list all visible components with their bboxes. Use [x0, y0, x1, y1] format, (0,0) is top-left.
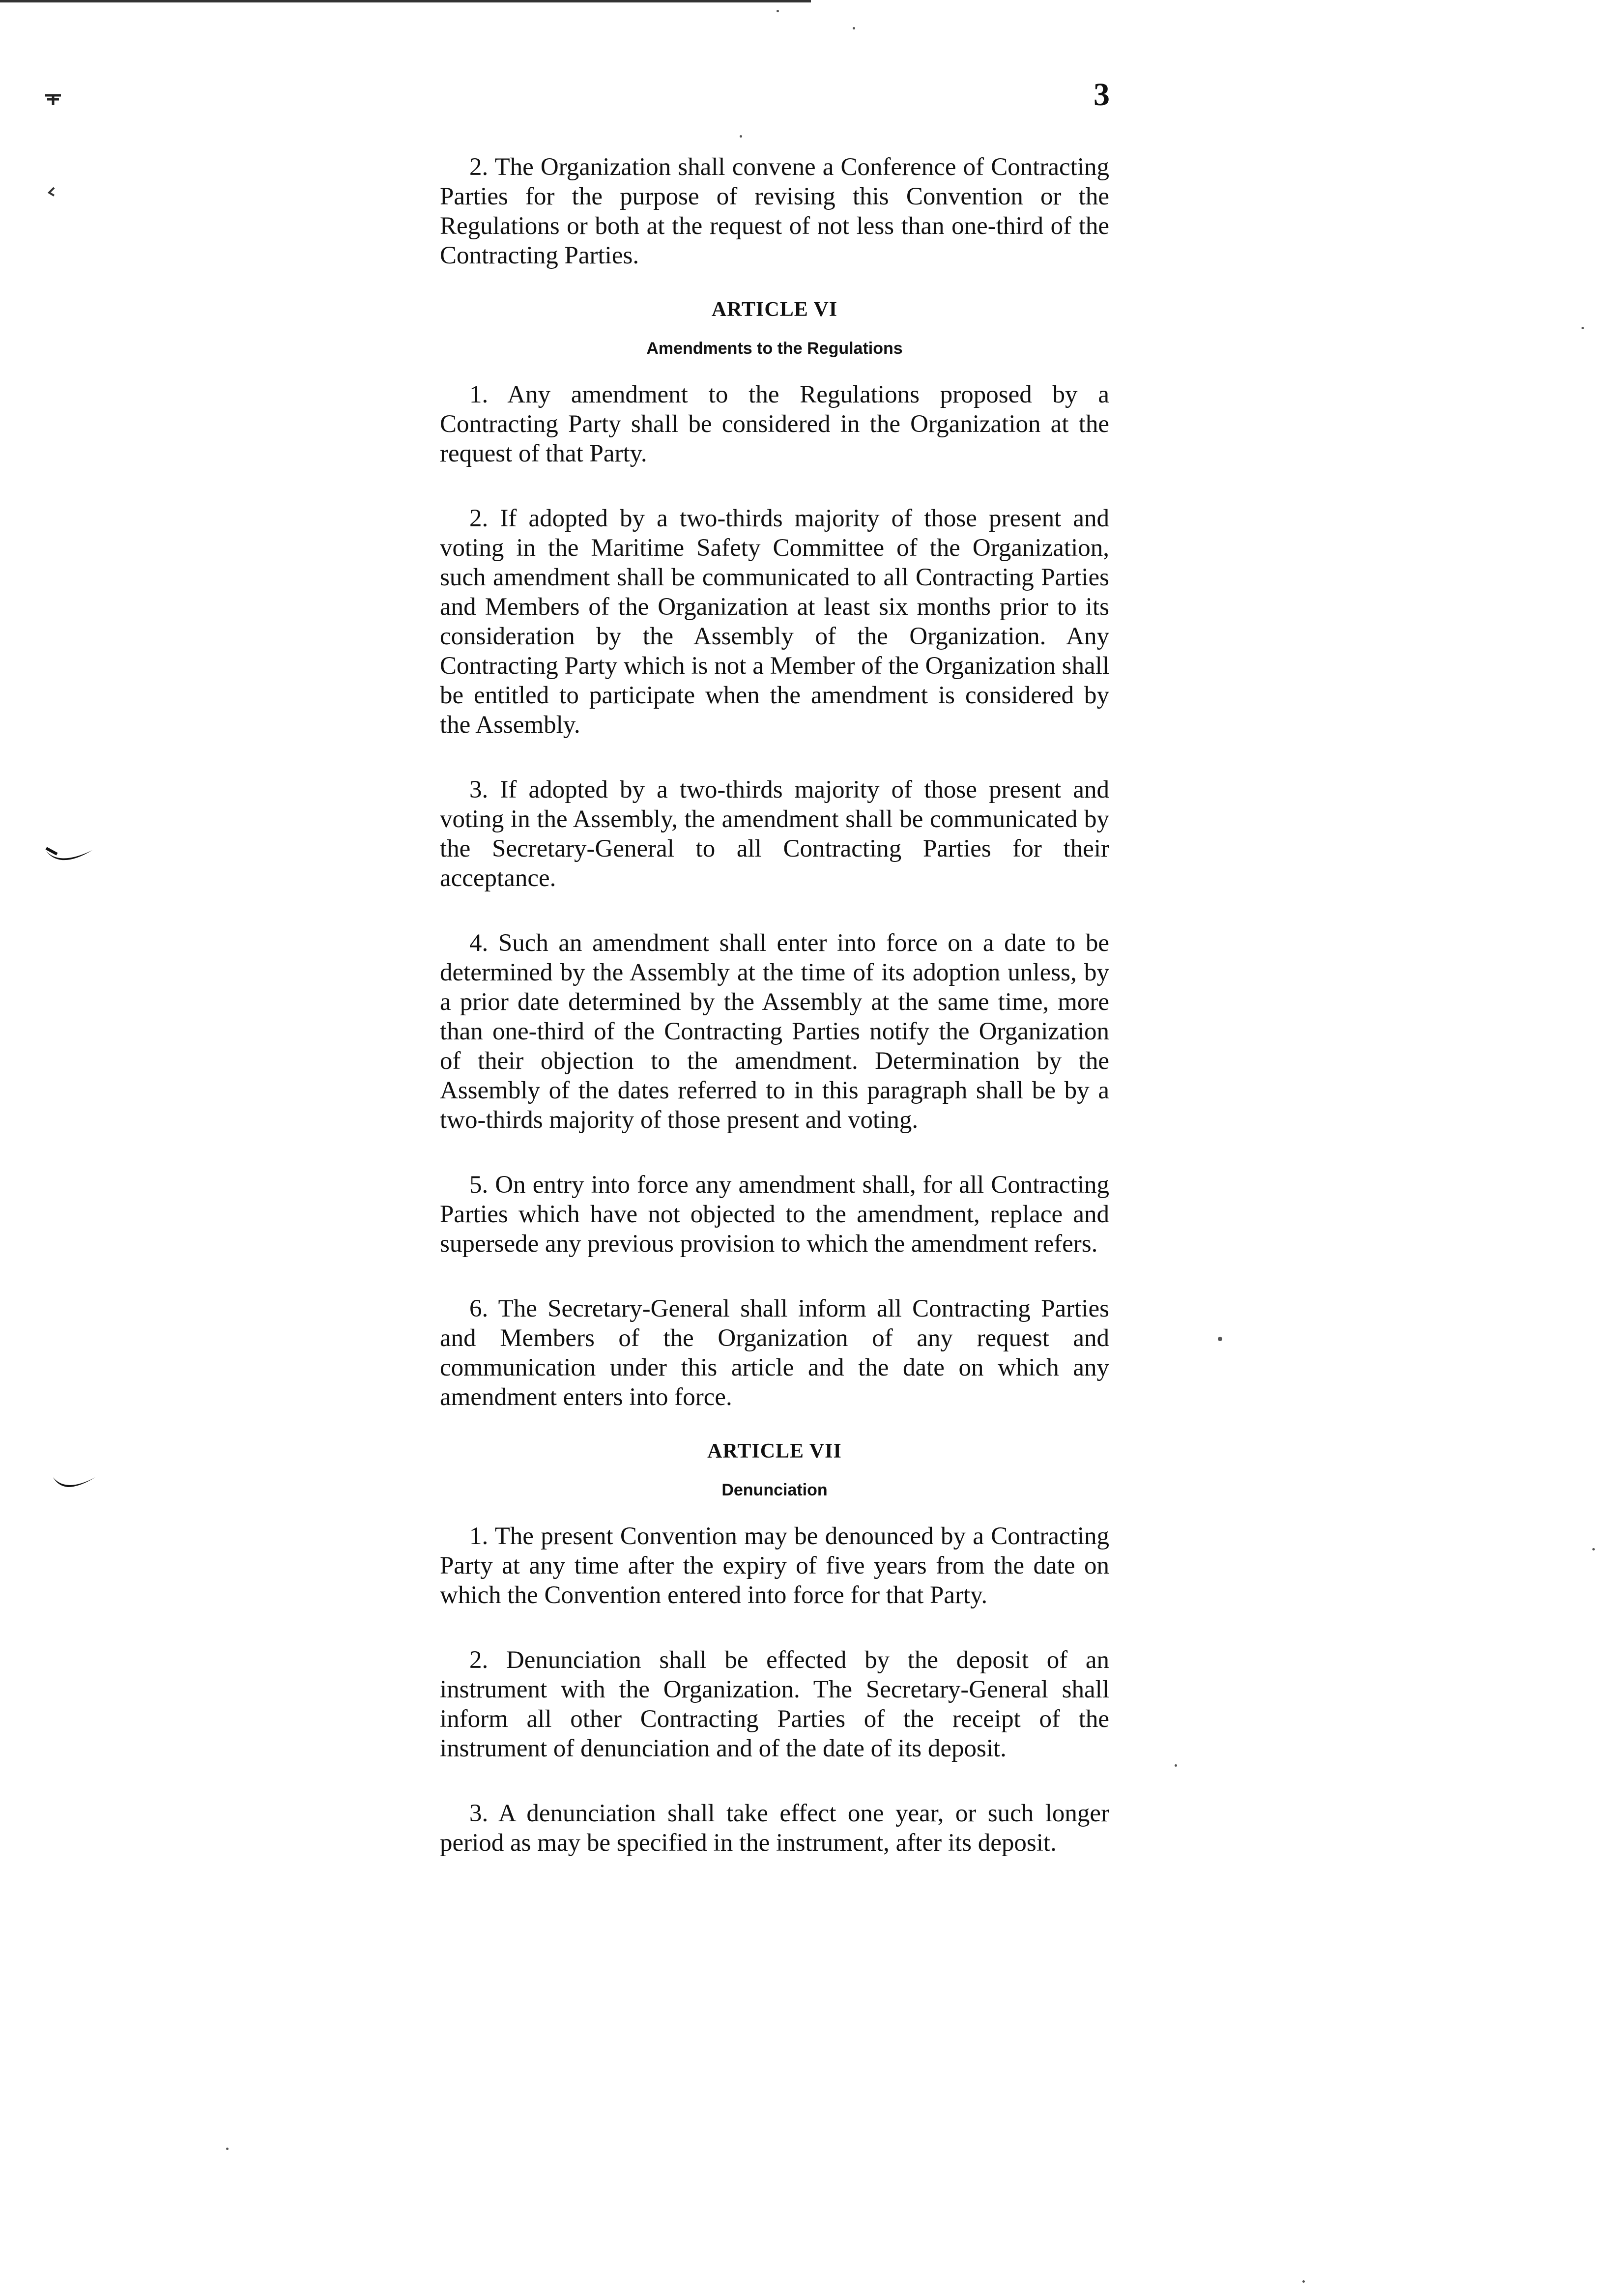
- paragraph-vii-1: 1. The present Convention may be denounced by a Contracting Party at any time after the expiry of five years from the date on which the Convention entered into force for that Party.: [440, 1522, 1109, 1609]
- paper-speck: [777, 10, 779, 12]
- margin-mark-icon: [45, 186, 57, 200]
- paragraph-vii-3: 3. A denunciation shall take effect one year, or such longer period as may be specified in the instrument, after its deposit.: [440, 1800, 1109, 1857]
- page-top-rule: [0, 0, 811, 2]
- paragraph-vi-2: 2. If adopted by a two-thirds majority of those present and voting in the Maritime Safety Committee of the Organization, such amendment shall be communicated to all Contracting Parties and Members of the Organization at least six months prior to its consideration by the Assembly of the Organization. Any Contracting Party which is not a Member of the Organization shall be entitled to participate when the amendment is considered by the Assembly.: [440, 505, 1109, 739]
- paper-speck: [853, 27, 855, 29]
- paper-speck: [1302, 2280, 1305, 2283]
- article-vii-subheading: Denunciation: [721, 1481, 828, 1499]
- paragraph-vi-6: 6. The Secretary-General shall inform all Contracting Parties and Members of the Organization of any request and communication under this article and the date on which any amendment enters into force.: [440, 1295, 1109, 1411]
- page-number: 3: [1094, 77, 1110, 113]
- article-vi-subheading: Amendments to the Regulations: [646, 339, 903, 358]
- paragraph-v-2: 2. The Organization shall convene a Conference of Contracting Parties for the purpose of revising this Convention or the Regulations or both at the request of not less than one-third of the Contracting Parties.: [440, 153, 1109, 269]
- paper-speck: [1175, 1764, 1177, 1767]
- paper-speck: [1218, 1337, 1222, 1341]
- margin-mark-icon: [43, 92, 63, 107]
- article-vi-heading: ARTICLE VI: [711, 298, 838, 321]
- binding-hole-icon: [45, 846, 94, 871]
- paper-speck: [740, 135, 742, 138]
- paragraph-vii-2: 2. Denunciation shall be effected by the deposit of an instrument with the Organization. The Secretary-General shall inform all other Contracting Parties of the receipt of the instrument of denunciation and of the date of its deposit.: [440, 1646, 1109, 1762]
- document-body: [440, 152, 1109, 1858]
- paper-speck: [226, 2148, 229, 2150]
- paragraph-vi-1: 1. Any amendment to the Regulations proposed by a Contracting Party shall be considered in the Organization at the request of that Party.: [440, 381, 1109, 467]
- paper-speck: [1592, 1548, 1595, 1550]
- binding-hole-icon: [52, 1474, 96, 1496]
- paper-speck: [1582, 327, 1584, 329]
- paragraph-vi-5: 5. On entry into force any amendment shall, for all Contracting Parties which have not objected to the amendment, replace and supersede any previous provision to which the amendment refers.: [440, 1171, 1109, 1258]
- paragraph-vi-4: 4. Such an amendment shall enter into force on a date to be determined by the Assembly at the time of its adoption unless, by a prior date determined by the Assembly at the same time, more than one-third of the Contracting Parties notify the Organization of their objection to the amendment. Determination by the Assembly of the dates referred to in this paragraph shall be by a two-thirds majority of those present and voting.: [440, 929, 1109, 1134]
- paragraph-vi-3: 3. If adopted by a two-thirds majority of those present and voting in the Assembly, the amendment shall be communicated by the Secretary-General to all Contracting Parties for their acceptance.: [440, 776, 1109, 892]
- article-vii-heading: ARTICLE VII: [707, 1440, 842, 1463]
